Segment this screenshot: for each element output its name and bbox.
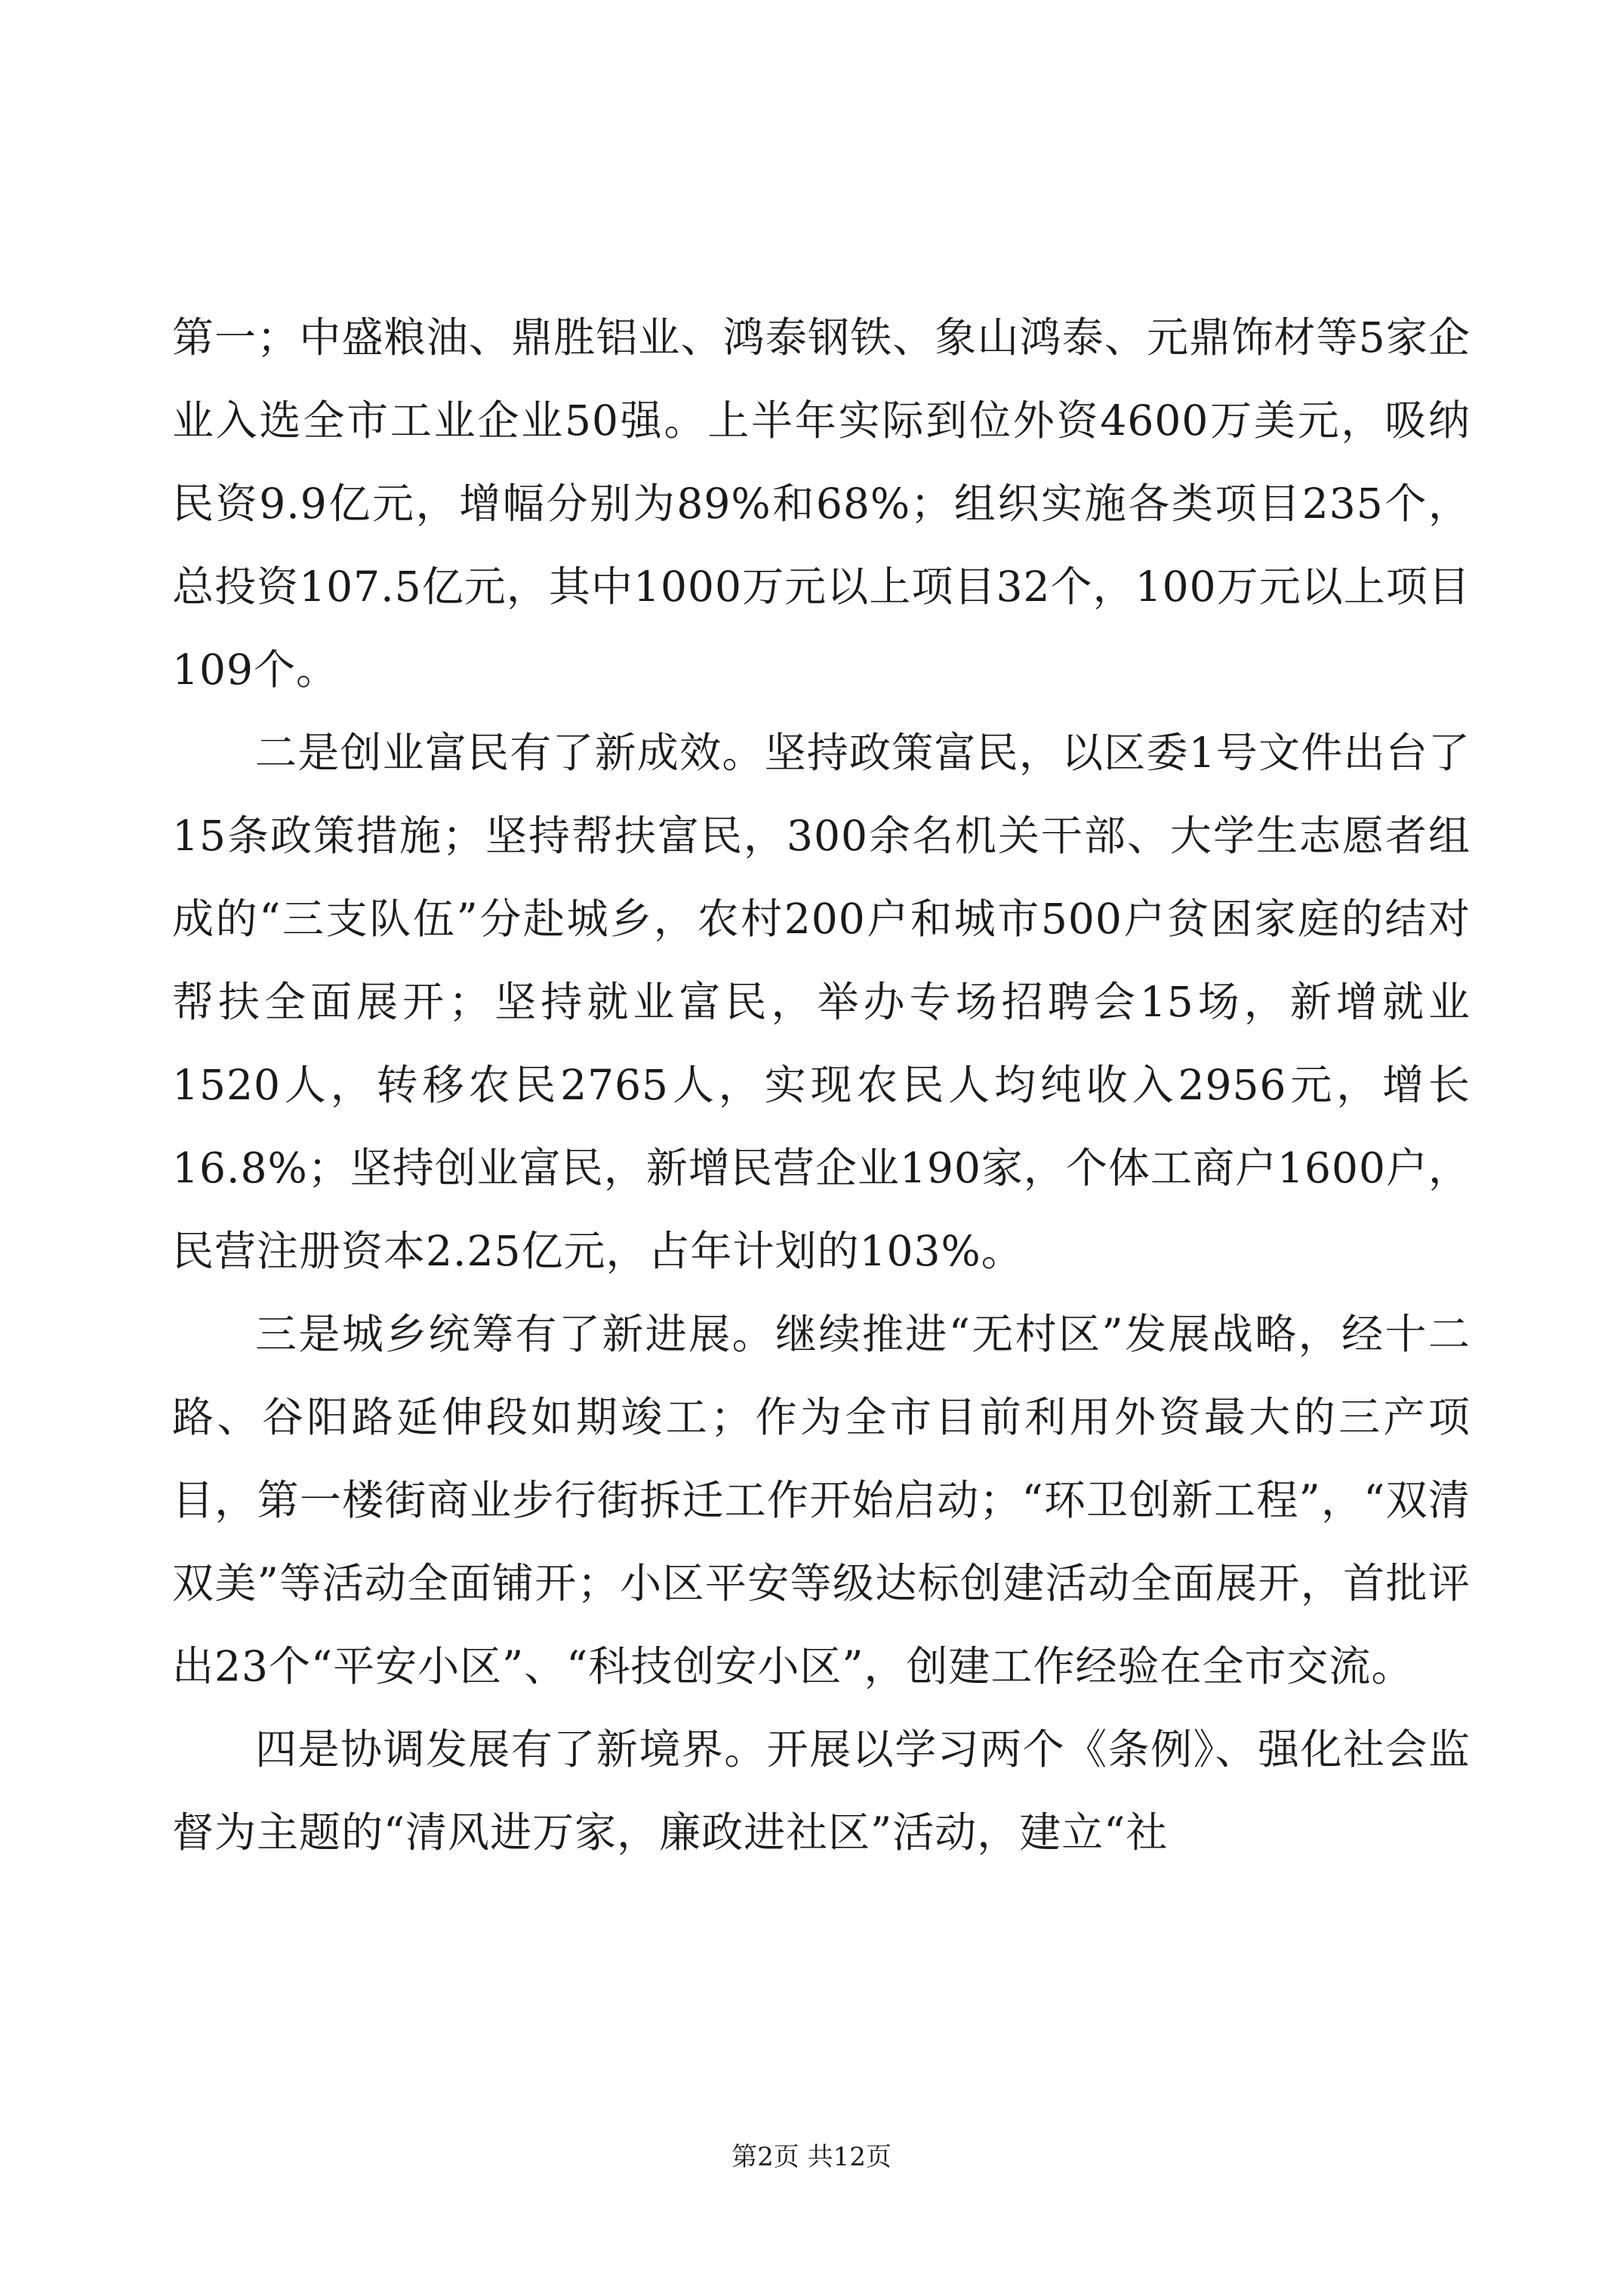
paragraph-4: 四是协调发展有了新境界。开展以学习两个《条例》、强化社会监督为主题的“清风进万家，廉政进社区”活动，建立“社 [172, 1725, 1471, 1857]
page-number-footer: 第2页 共12页 [731, 2142, 892, 2172]
document-body [172, 296, 1471, 1874]
paragraph-3: 三是城乡统筹有了新进展。继续推进“无村区”发展战略，经十二路、谷阳路延伸段如期竣工；作为全市目前利用外资最大的三产项目，第一楼街商业步行街拆迁工作开始启动；“环卫创新工程”，“双清双美”等活动全面铺开；小区平安等级达标创建活动全面展开，首批评出23个“平安小区”、“科技创安小区”，创建工作经验在全市交流。 [172, 1310, 1471, 1690]
paragraph-2: 二是创业富民有了新成效。坚持政策富民，以区委1号文件出台了15条政策措施；坚持帮扶富民，300余名机关干部、大学生志愿者组成的“三支队伍”分赴城乡，农村200户和城市500户贫困家庭的结对帮扶全面展开；坚持就业富民，举办专场招聘会15场，新增就业1520人，转移农民2765人，实现农民人均纯收入2956元，增长16.8%；坚持创业富民，新增民营企业190家，个体工商户1600户，民营注册资本2.25亿元，占年计划的103%。 [172, 729, 1471, 1275]
paragraph-1: 第一；中盛粮油、鼎胜铝业、鸿泰钢铁、象山鸿泰、元鼎饰材等5家企业入选全市工业企业50强。上半年实际到位外资4600万美元，吸纳民资9.9亿元，增幅分别为89%和68%；组织实施各类项目235个，总投资107.5亿元，其中1000万元以上项目32个，100万元以上项目109个。 [172, 313, 1471, 694]
